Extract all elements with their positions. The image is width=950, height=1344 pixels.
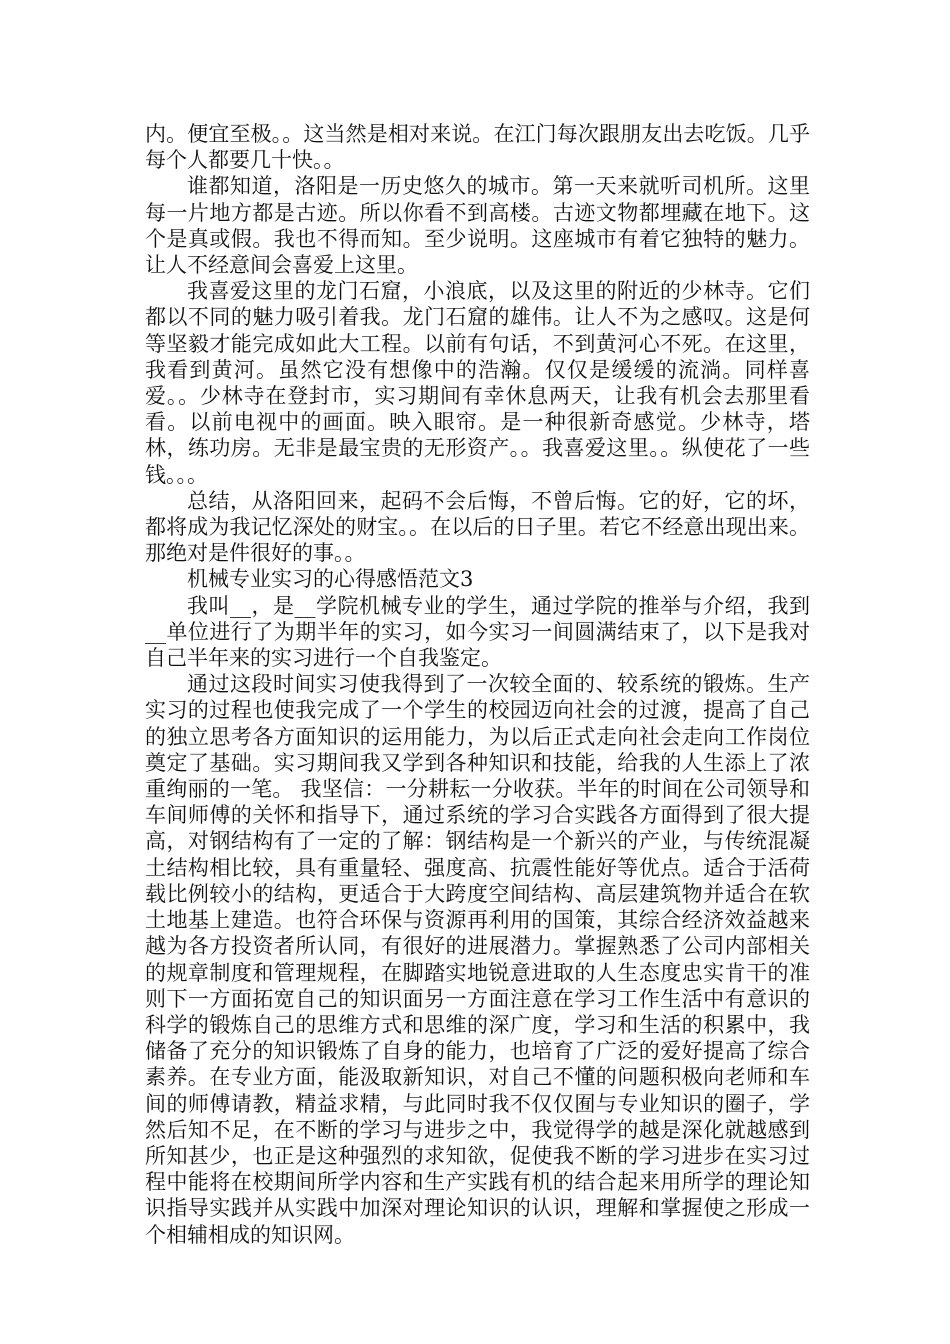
paragraph-3: 我喜爱这里的龙门石窟，小浪底，以及这里的附近的少林寺。它们都以不同的魅力吸引着我。龙门石窟的雄伟。让人不为之感叹。这是何等坚毅才能完成如此大工程。以前有句话，不到黄河心不死。在这里，我看到黄河。虽然它没有想像中的浩瀚。仅仅是缓缓的流淌。同样喜爱。。少林寺在登封市，实习期间有幸休息两天，让我有机会去那里看看。以前电视中的画面。映入眼帘。是一种很新奇感觉。少林寺，塔林，练功房。无非是最宝贵的无形资产。。我喜爱这里。。纵使花了一些钱。。。 bbox=[145, 279, 810, 487]
section-heading: 机械专业实习的心得感悟范文3 bbox=[187, 567, 474, 592]
paragraph-1: 内。便宜至极。。这当然是相对来说。在江门每次跟朋友出去吃饭。几乎每个人都要几十快。。 bbox=[145, 122, 810, 173]
paragraph-2: 谁都知道，洛阳是一历史悠久的城市。第一天来就听司机所。这里每一片地方都是古迹。所以你看不到高楼。古迹文物都埋藏在地下。这个是真或假。我也不得而知。至少说明。这座城市有着它独特的魅力。让人不经意间会喜爱上这里。 bbox=[145, 174, 810, 278]
document-body bbox=[145, 121, 810, 1248]
paragraph-5: 我叫__，是__学院机械专业的学生，通过学院的推举与介绍，我到__单位进行了为期半年的实习，如今实习一间圆满结束了，以下是我对自己半年来的实习进行一个自我鉴定。 bbox=[145, 593, 810, 671]
paragraph-4: 总结，从洛阳回来，起码不会后悔，不曾后悔。它的好，它的坏，都将成为我记忆深处的财宝。。在以后的日子里。若它不经意出现出来。那绝对是件很好的事。。 bbox=[145, 488, 810, 566]
paragraph-6: 通过这段时间实习使我得到了一次较全面的、较系统的锻炼。生产实习的过程也使我完成了一个学生的校园迈向社会的过渡，提高了自己的独立思考各方面知识的运用能力，为以后正式走向社会走向工作岗位奠定了基础。实习期间我又学到各种知识和技能，给我的人生添上了浓重绚丽的一笔。 我坚信：一分耕耘一分收获。半年的时间在公司领导和车间师傅的关怀和指导下，通过系统的学习合实践各方面得到了很大提高，对钢结构有了一定的了解：钢结构是一个新兴的产业，与传统混凝土结构相比较，具有重量轻、强度高、抗震性能好等优点。适合于活荷载比例较小的结构，更适合于大跨度空间结构、高层建筑物并适合在软土地基上建造。也符合环保与资源再利用的国策，其综合经济效益越来越为各方投资者所认同，有很好的进展潜力。掌握熟悉了公司内部相关的规章制度和管理规程，在脚踏实地锐意进取的人生态度忠实肯干的准则下一方面拓宽自己的知识面另一方面注意在学习工作生活中有意识的科学的锻炼自己的思维方式和思维的深广度，学习和生活的积累中，我储备了充分的知识锻炼了自身的能力，也培育了广泛的爱好提高了综合素养。在专业方面，能汲取新知识，对自己不懂的问题积极向老师和车间的师傅请教，精益求精，与此同时我不仅仅囿与专业知识的圈子，学然后知不足，在不断的学习与进步之中，我觉得学的越是深化就越感到所知甚少，也正是这种强烈的求知欲，促使我不断的学习进步在实习过程中能将在校期间所学内容和生产实践有机的结合起来用所学的理论知识指导实践并从实践中加深对理论知识的认识，理解和掌握使之形成一个相辅相成的知识网。 bbox=[145, 672, 810, 1247]
